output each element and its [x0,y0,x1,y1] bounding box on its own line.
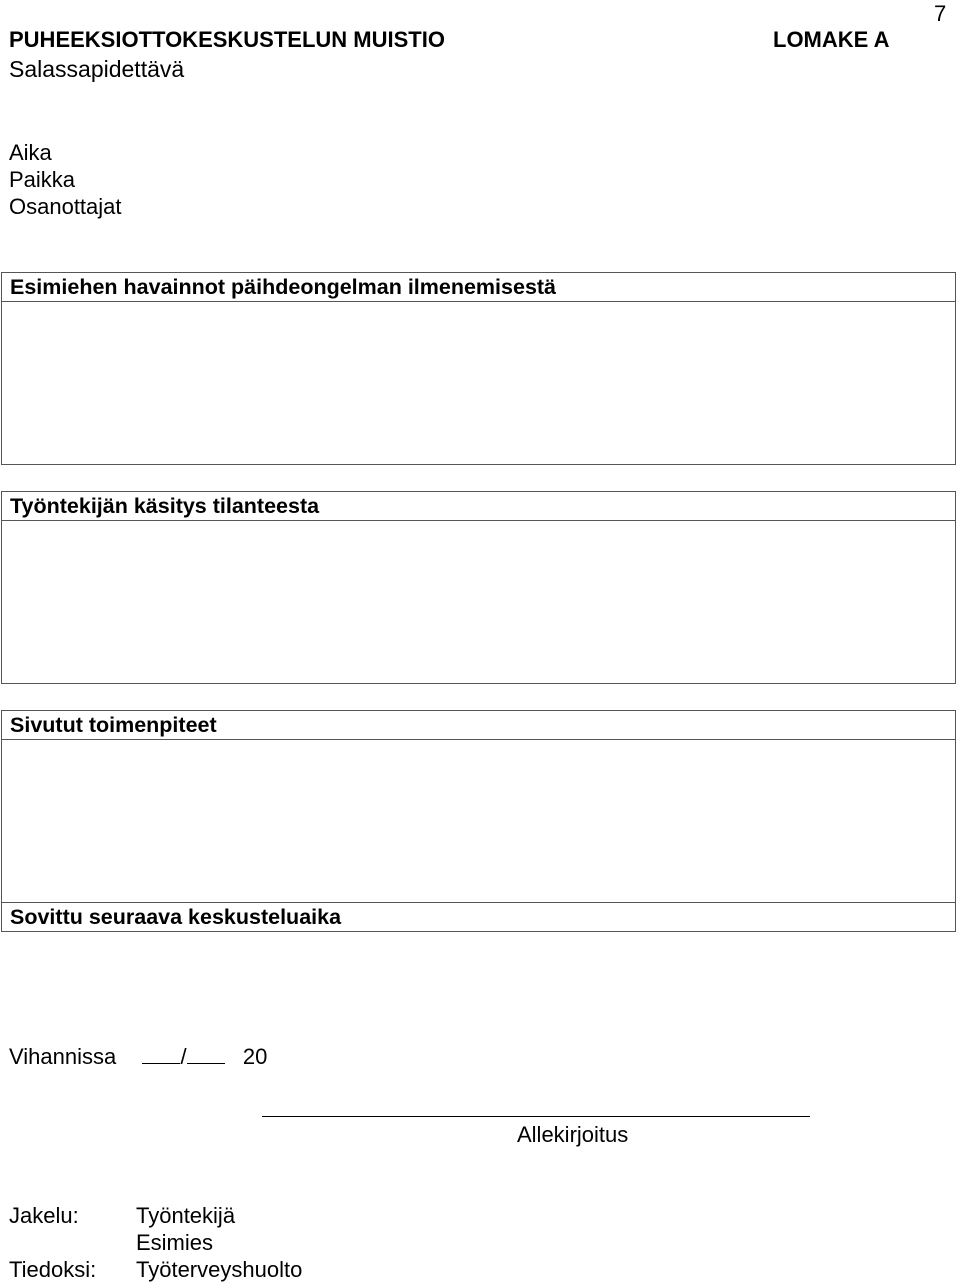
time-label: Aika [9,140,52,165]
month-blank[interactable] [187,1043,225,1064]
date-slash: / [180,1044,187,1069]
agreed-measures-heading: Sivutut toimenpiteet [2,711,955,740]
jakelu-label: Jakelu: [9,1203,79,1228]
employee-view-section [1,491,956,684]
tiedoksi-item: Työterveyshuolto [136,1257,303,1282]
jakelu-item: Työntekijä [136,1203,236,1228]
place-label: Paikka [9,167,76,192]
day-blank[interactable] [142,1043,180,1064]
confidential-label: Salassapidettävä [9,56,185,82]
tiedoksi-label: Tiedoksi: [9,1257,97,1282]
jakelu-item: Esimies [136,1230,214,1255]
year-prefix: 20 [242,1044,268,1069]
observations-section [1,272,956,465]
observations-field[interactable] [2,302,955,465]
agreed-measures-section [1,710,956,932]
form-label: LOMAKE A [773,27,890,52]
page-number: 7 [934,1,947,26]
signature-label: Allekirjoitus [517,1122,629,1147]
observations-heading: Esimiehen havainnot päihdeongelman ilmenemisestä [2,273,955,302]
employee-view-heading: Työntekijän käsitys tilanteesta [2,492,955,521]
city-name: Vihannissa [9,1044,117,1069]
agreed-measures-field[interactable] [2,740,955,903]
employee-view-field[interactable] [2,521,955,684]
next-meeting-heading: Sovittu seuraava keskusteluaika [10,904,342,929]
participants-label: Osanottajat [9,194,122,219]
signature-line[interactable] [262,1116,810,1117]
place-date-line [9,1043,267,1068]
document-title: PUHEEKSIOTTOKESKUSTELUN MUISTIO [9,27,445,52]
